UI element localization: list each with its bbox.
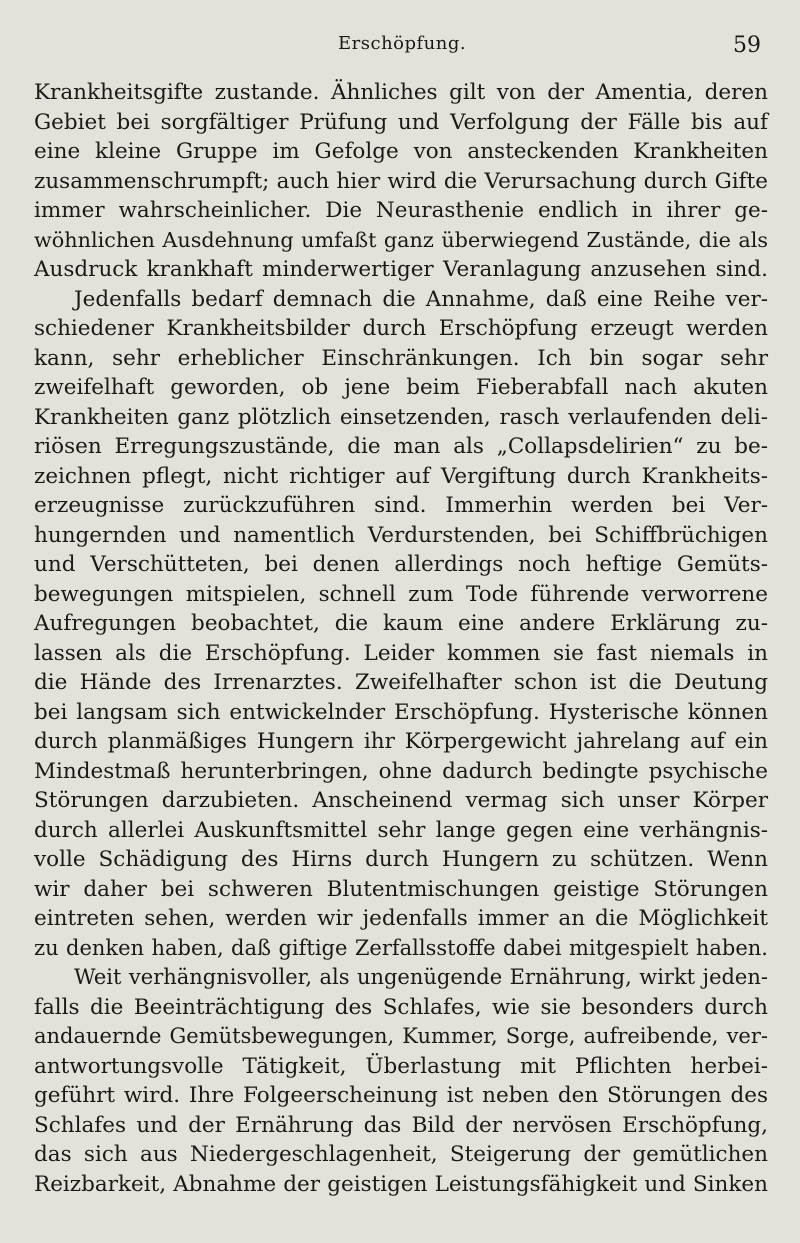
text-line: zeichnen pflegt, nicht richtiger auf Vergiftung durch Krankheits- (34, 463, 768, 489)
text-line: wir daher bei schweren Blutentmischungen geistige Störungen (34, 876, 768, 902)
text-line: eine kleine Gruppe im Gefolge von ansteckenden Krankheiten (34, 139, 768, 164)
body-text (34, 78, 768, 1199)
text-line: bewegungen mitspielen, schnell zum Tode führende verworrene (34, 581, 768, 607)
text-line: Weit verhängnisvoller, als ungenügende Ernährung, wirkt jeden- (74, 965, 768, 989)
text-line: Ausdruck krankhaft minderwertiger Veranlagung anzusehen sind. (34, 257, 768, 282)
text-line: geführt wird. Ihre Folgeerscheinung ist neben den Störungen des (34, 1083, 768, 1108)
text-line: hungernden und namentlich Verdurstenden, bei Schiffbrüchigen (34, 522, 768, 548)
text-line: immer wahrscheinlicher. Die Neurasthenie endlich in ihrer ge- (34, 198, 768, 223)
text-line: erzeugnisse zurückzuführen sind. Immerhin werden bei Ver- (34, 493, 768, 518)
text-line: riösen Erregungszustände, die man als „Collapsdelirien“ zu be- (34, 434, 768, 459)
page-number: 59 (733, 33, 761, 58)
text-line: und Verschütteten, bei denen allerdings noch heftige Gemüts- (34, 552, 768, 577)
text-line: Aufregungen beobachtet, die kaum eine andere Erklärung zu- (34, 611, 768, 636)
text-line: zu denken haben, daß giftige Zerfallsstoffe dabei mitgespielt haben. (34, 935, 768, 960)
text-line: eintreten sehen, werden wir jedenfalls immer an die Möglichkeit (34, 906, 768, 931)
text-line: lassen als die Erschöpfung. Leider kommen sie fast niemals in (34, 640, 768, 666)
text-line: zweifelhaft geworden, ob jene beim Fieberabfall nach akuten (34, 375, 768, 400)
text-line: Krankheitsgifte zustande. Ähnliches gilt von der Amentia, deren (34, 80, 768, 105)
text-line: Schlafes und der Ernährung das Bild der nervösen Erschöpfung, (34, 1112, 768, 1138)
text-line: volle Schädigung des Hirns durch Hungern zu schützen. Wenn (34, 847, 768, 872)
text-line: Störungen darzubieten. Anscheinend vermag sich unser Körper (34, 788, 768, 813)
text-line: bei langsam sich entwickelnder Erschöpfung. Hysterische können (34, 699, 768, 725)
text-line: durch planmäßiges Hungern ihr Körpergewicht jahrelang auf ein (34, 729, 768, 754)
text-line: Reizbarkeit, Abnahme der geistigen Leistungsfähigkeit und Sinken (34, 1171, 768, 1197)
text-line: falls die Beeinträchtigung des Schlafes, wie sie besonders durch (34, 994, 768, 1020)
text-line: das sich aus Niedergeschlagenheit, Steigerung der gemütlichen (34, 1142, 768, 1167)
text-line: Jedenfalls bedarf demnach die Annahme, daß eine Reihe ver- (74, 286, 768, 312)
text-line: durch allerlei Auskunftsmittel sehr lange gegen eine verhängnis- (34, 817, 768, 843)
text-line: kann, sehr erheblicher Einschränkungen. Ich bin sogar sehr (34, 345, 768, 371)
text-line: antwortungsvolle Tätigkeit, Überlastung mit Pflichten herbei- (34, 1053, 768, 1079)
running-head-title: Erschöpfung. (338, 33, 467, 54)
text-line: zusammenschrumpft; auch hier wird die Verursachung durch Gifte (34, 168, 768, 194)
text-line: Krankheiten ganz plötzlich einsetzenden, rasch verlaufenden deli- (34, 404, 768, 430)
text-line: die Hände des Irrenarztes. Zweifelhafter schon ist die Deutung (34, 670, 768, 695)
text-line: Gebiet bei sorgfältiger Prüfung und Verfolgung der Fälle bis auf (34, 109, 768, 135)
text-line: Mindestmaß herunterbringen, ohne dadurch bedingte psychische (34, 758, 768, 784)
text-line: andauernde Gemütsbewegungen, Kummer, Sorge, aufreibende, ver- (34, 1024, 768, 1048)
text-line: schiedener Krankheitsbilder durch Erschöpfung erzeugt werden (34, 316, 768, 341)
text-line: wöhnlichen Ausdehnung umfaßt ganz überwiegend Zustände, die als (34, 227, 768, 252)
